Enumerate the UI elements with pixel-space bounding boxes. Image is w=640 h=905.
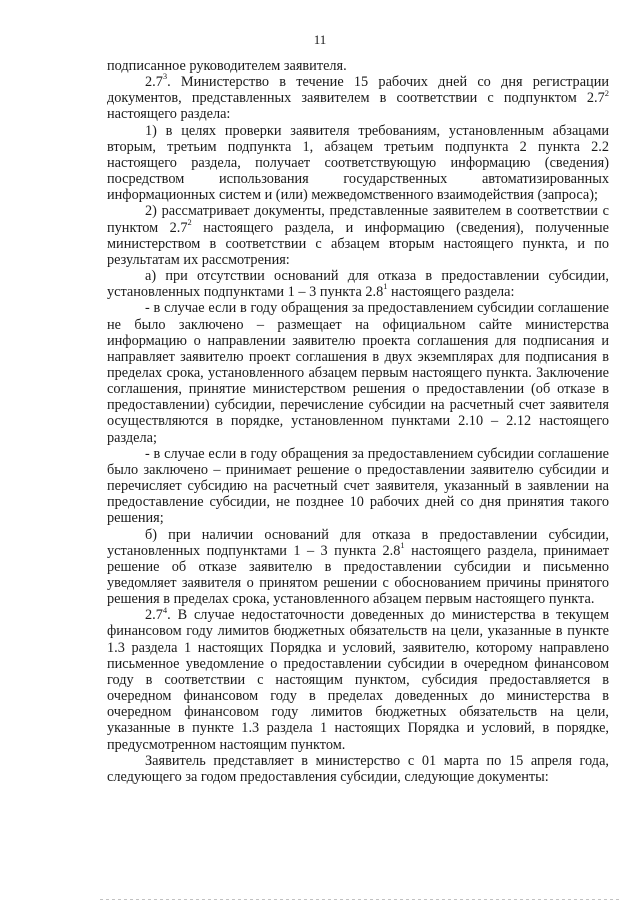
paragraph-text: а) при отсутствии оснований для отказа в предоставлении субсидии, установленных подпунктами 1 – 3 пункта 2.8: [107, 268, 609, 301]
paragraph-text: подписанное руководителем заявителя.: [107, 58, 347, 74]
paragraph: [107, 268, 609, 300]
superscript: 2: [604, 87, 609, 98]
paragraph-text: Заявитель представляет в министерство с 01 марта по 15 апреля года, следующего за годом предоставления субсидии, следующие документы:: [107, 752, 609, 785]
superscript: 4: [162, 604, 168, 615]
paragraph-text: 2.7: [145, 74, 163, 91]
superscript: 1: [383, 281, 388, 292]
page-number: 11: [313, 32, 327, 47]
paragraph: [107, 604, 609, 753]
paragraph: [107, 753, 609, 785]
paragraph-text: 1) в целях проверки заявителя требованиям, установленным абзацами вторым, третьим подпункта 1, абзацем третьим подпункта 2 пункта 2.2 настоящего раздела, получает соответствующую информацию (сведения) посредством использования государственных автоматизированных информационных систем и (или) межведомственного взаимодействия (запроса);: [107, 122, 609, 204]
paragraph-text: . Министерство в течение 15 рабочих дней со дня регистрации документов, представленных заявителем в соответствии с подпунктом 2.7: [107, 74, 609, 107]
scan-artifact-line: [100, 899, 620, 900]
paragraph-text: 2.7: [145, 607, 163, 624]
paragraph-text: настоящего раздела:: [107, 106, 231, 123]
paragraph: [107, 203, 609, 268]
paragraph-text: настоящего раздела, принимает решение об отказе заявителю в предоставлении субсидии и письменно уведомляет заявителя о принятом решении с обоснованием причины принятого решения в пределах срока, установленного абзацем первым настоящего пункта.: [107, 542, 609, 608]
paragraph: [107, 123, 609, 204]
paragraph-text: - в случае если в году обращения за предоставлением субсидии соглашение не было заключено – размещает на официальном сайте министерства информацию о направлении заявителю проекта соглашения для подписания и направляет заявителю проект соглашения в двух экземплярах для подписания в пределах срока, установленного абзацем первым настоящего пункта. Заключение соглашения, принятие министерством решения о предоставлении (об отказе в предоставлении) субсидии, перечисление субсидии на расчетный счет заявителя осуществляются в порядке, установленном пунктами 2.10 – 2.12 настоящего раздела;: [107, 300, 609, 446]
paragraph-text: . В случае недостаточности доведенных до министерства в текущем финансовом году лимитов бюджетных обязательств на цели, указанные в пункте 1.3 раздела 1 настоящих Порядка и условий, заявителю, которому направлено письменное уведомление о предоставлении субсидии в очередном финансовом году в соответствии с настоящим пунктом, субсидия предоставляется в очередном финансовом году в пределах доведенных до министерства в очередном финансовом году лимитов бюджетных обязательств на цели, указанные в пункте 1.3 раздела 1 настоящих Порядка и условий, в порядке, предусмотренном настоящим пунктом.: [107, 607, 609, 753]
superscript: 2: [187, 216, 192, 227]
paragraph: [107, 300, 609, 445]
paragraph-text: - в случае если в году обращения за предоставлением субсидии соглашение было заключено – принимает решение о предоставлении заявителю субсидии и перечисляет субсидию на расчетный счет заявителя, указанный в заявлении на предоставление субсидии, не позднее 10 рабочих дней со дня принятия такого решения;: [107, 445, 609, 527]
paragraph-text: 2) рассматривает документы, представленные заявителем в соответствии с пунктом 2.7: [107, 203, 609, 236]
document-body: [107, 58, 609, 785]
paragraph: [107, 58, 609, 74]
superscript: 3: [162, 71, 168, 82]
paragraph: [107, 71, 609, 123]
paragraph-text: б) при наличии оснований для отказа в предоставлении субсидии, установленных подпунктами 1 – 3 пункта 2.8: [107, 526, 609, 559]
superscript: 1: [400, 539, 405, 550]
paragraph-text: настоящего раздела:: [387, 284, 515, 301]
paragraph: [107, 527, 609, 608]
paragraph: [107, 446, 609, 527]
paragraph-text: настоящего раздела, и информацию (сведения), полученные министерством в соответствии с абзацем вторым настоящего пункта, и по результатам их рассмотрения:: [107, 219, 610, 268]
